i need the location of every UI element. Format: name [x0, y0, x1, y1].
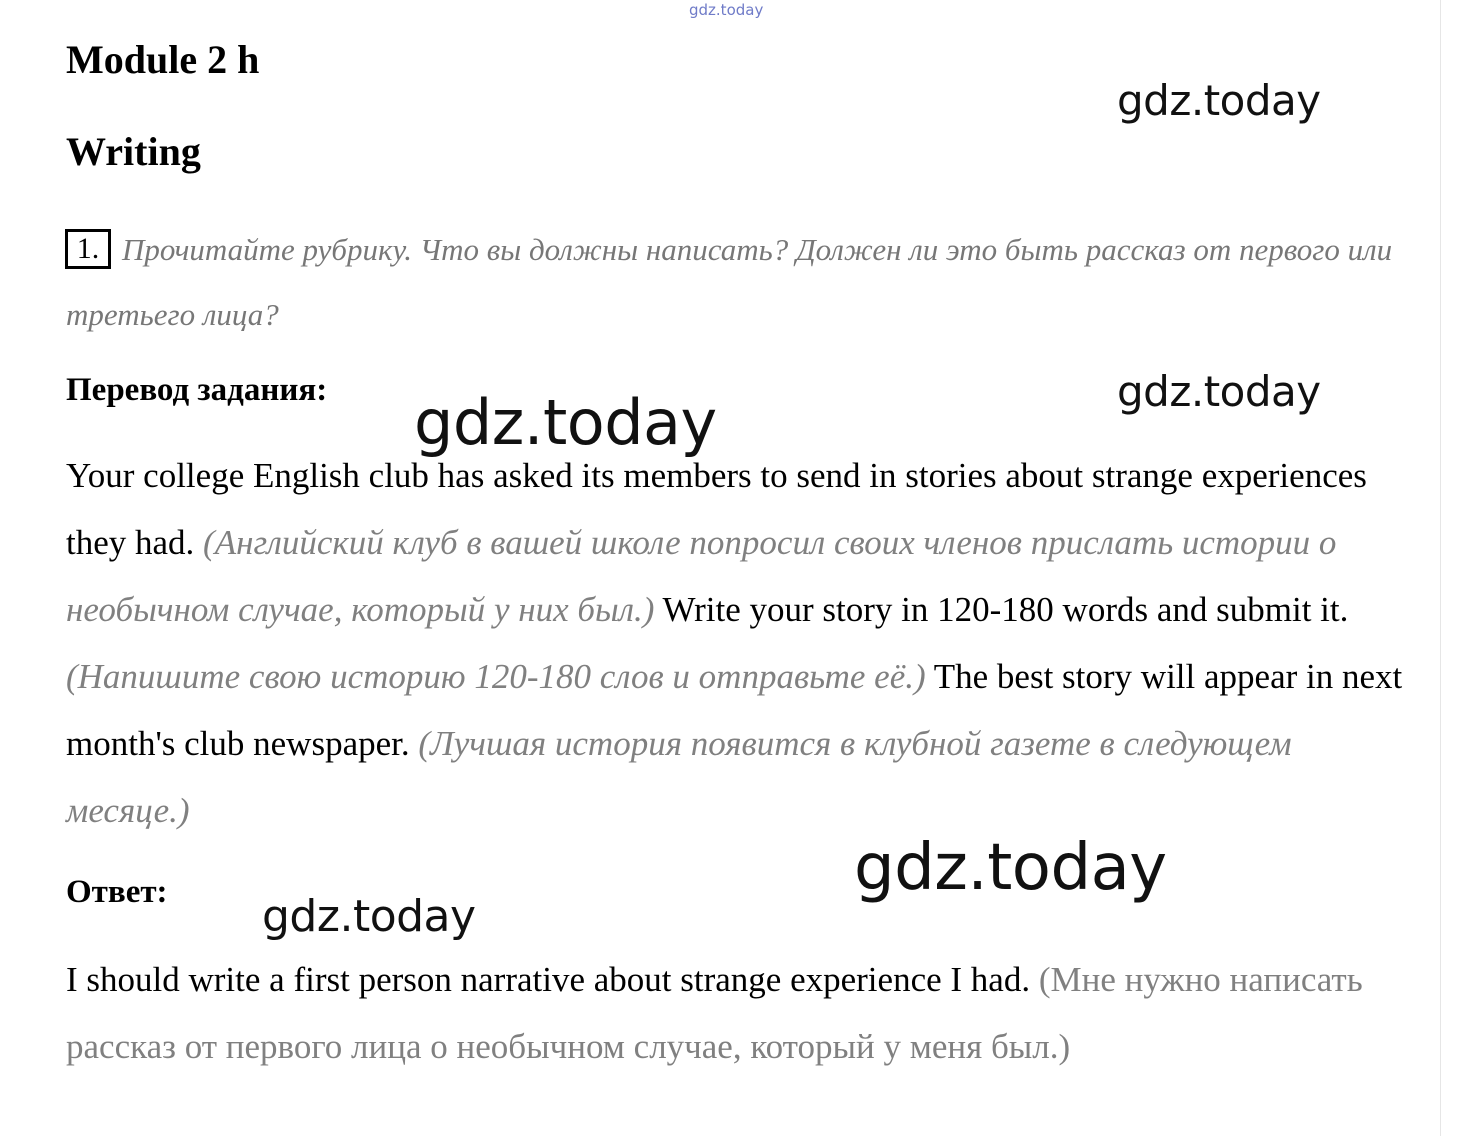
section-title: Writing	[66, 129, 201, 174]
answer-paragraph	[66, 946, 1406, 1080]
task-instruction	[66, 217, 1396, 347]
watermark-right-upper: gdz.today	[1117, 76, 1321, 125]
task-instruction-text: Прочитайте рубрику. Что вы должны написать? Должен ли это быть рассказ от первого или третьего лица?	[66, 232, 1393, 332]
translation-ru-1: (Английский клуб в вашей школе попросил своих членов прислать истории о необычном случае, который у них был.)	[66, 523, 1337, 629]
answer-ru: (Мне нужно написать рассказ от первого лица о необычном случае, который у меня был.)	[66, 960, 1363, 1066]
translation-ru-2: (Напишите свою историю 120-180 слов и отправьте её.)	[66, 657, 926, 696]
task-number-box: 1.	[65, 229, 111, 269]
translation-paragraph	[66, 442, 1406, 844]
watermark-left-lower: gdz.today	[262, 891, 476, 942]
watermark-center-lower: gdz.today	[854, 831, 1167, 905]
translation-en-1: Your college English club has asked its members to send in stories about strange experiences they had.	[66, 456, 1367, 562]
watermark-top: gdz.today	[689, 1, 764, 19]
module-title: Module 2 h	[66, 37, 260, 82]
answer-label: Ответ:	[66, 874, 168, 910]
watermark-right-middle: gdz.today	[1117, 367, 1321, 416]
translation-ru-3: (Лучшая история появится в клубной газете в следующем месяце.)	[66, 724, 1292, 830]
page-edge-line	[1440, 0, 1441, 1136]
answer-en: I should write a first person narrative about strange experience I had.	[66, 960, 1031, 999]
translation-en-2: Write your story in 120-180 words and submit it.	[662, 590, 1349, 629]
translation-en-3: The best story will appear in next month's club newspaper.	[66, 657, 1403, 763]
translation-label: Перевод задания:	[66, 372, 328, 408]
watermark-center-upper: gdz.today	[414, 386, 717, 459]
